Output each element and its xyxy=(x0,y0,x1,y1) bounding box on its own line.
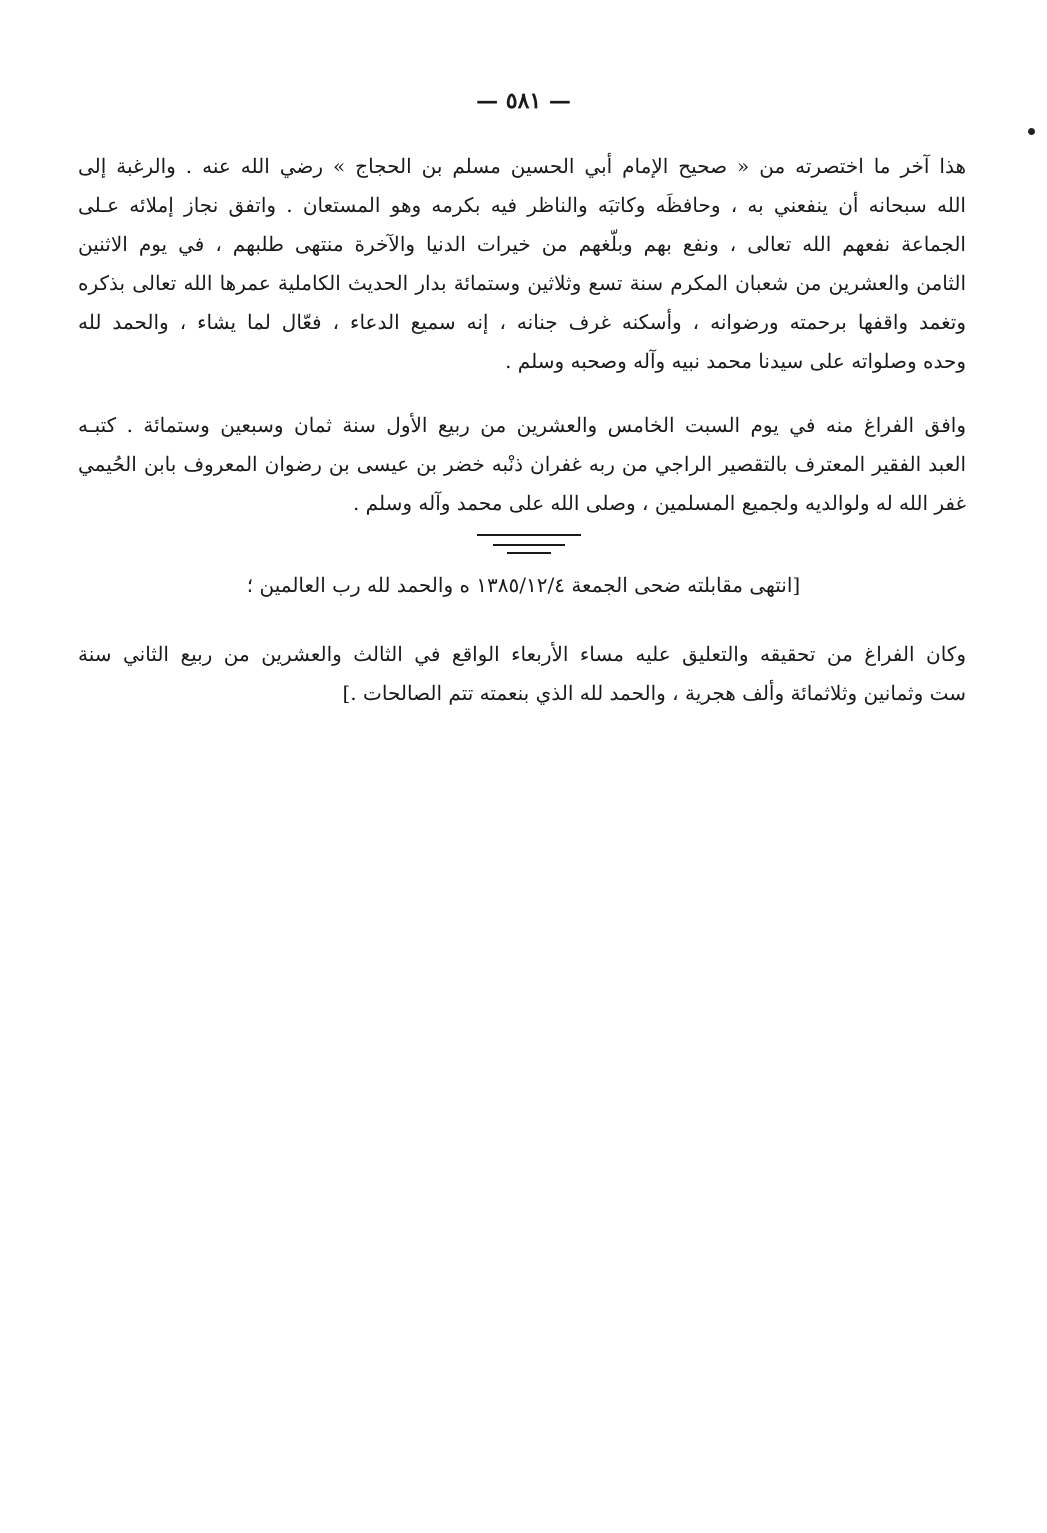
text-line: وافق الفراغ منه في يوم السبت الخامس والعشرين من ربيع الأول سنة ثمان وسبعين وستمائة . كتبـه xyxy=(78,413,966,437)
text-line: وحده وصلواته على سيدنا محمد نبيه وآله وصحبه وسلم . xyxy=(505,349,966,373)
divider-rule xyxy=(493,544,565,546)
text-line: وكان الفراغ من تحقيقه والتعليق عليه مساء الأربعاء الواقع في الثالث والعشرين من ربيع الثاني سنة xyxy=(78,642,966,666)
page-number: — ٥٨١ — xyxy=(476,88,571,114)
text-line: غفر الله له ولوالديه ولجميع المسلمين ، وصلى الله على محمد وآله وسلم . xyxy=(352,491,966,515)
text-line: العبد الفقير المعترف بالتقصير الراجي من ربه غفران ذنْبه خضر بن عيسى بن رضوان المعروف بابن الحُيمي xyxy=(78,452,966,476)
text-line: وتغمد واقفها برحمته ورضوانه ، وأسكنه غرف جنانه ، إنه سميع الدعاء ، فعّال لما يشاء ، والحمد لله xyxy=(78,310,966,334)
text-line: ست وثمانين وثلاثمائة وألف هجرية ، والحمد لله الذي بنعمته تتم الصالحات .] xyxy=(342,681,966,705)
paragraph-colophon xyxy=(78,147,966,381)
text-line: هذا آخر ما اختصرته من « صحيح الإمام أبي الحسين مسلم بن الحجاج » رضي الله عنه . والرغبة إلى xyxy=(78,154,966,178)
divider-rule xyxy=(507,552,551,554)
divider-rule xyxy=(477,534,581,536)
paragraph-copyist xyxy=(78,406,966,523)
text-line: الجماعة نفعهم الله تعالى ، ونفع بهم وبلّغهم من خيرات الدنيا والآخرة منتهى طلبهم ، في يوم الاثنين xyxy=(78,232,966,256)
collation-note: [انتهى مقابلته ضحى الجمعة ١٣٨٥/١٢/٤ ه والحمد لله رب العالمين ؛ xyxy=(246,573,801,597)
text-line: الله سبحانه أن ينفعني به ، وحافظَه وكاتبَه والناظر فيه بكرمه وهو المستعان . واتفق نجاز إملائه عـلى xyxy=(78,193,966,217)
text-line: الثامن والعشرين من شعبان المكرم سنة تسع وثلاثين وستمائة بدار الحديث الكاملية عمرها الله تعالى بذكره xyxy=(78,271,966,295)
paragraph-editor xyxy=(78,635,966,713)
scan-mark xyxy=(1028,128,1035,135)
